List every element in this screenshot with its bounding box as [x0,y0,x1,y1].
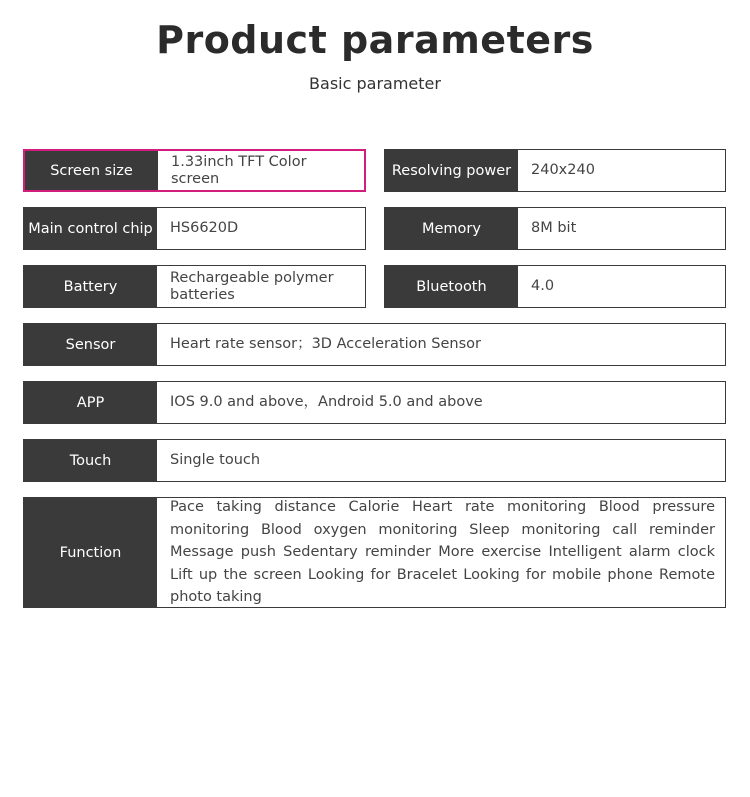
page-title: Product parameters [156,18,594,62]
param-app [23,381,726,424]
param-function [23,497,726,608]
param-bluetooth [384,265,726,308]
param-label: Sensor [24,324,157,365]
param-label: Main control chip [24,208,157,249]
param-label: Function [24,498,157,607]
param-label: Memory [385,208,518,249]
param-value: 1.33inch TFT Color screen [171,153,307,187]
param-label: Battery [24,266,157,307]
param-value: 4.0 [531,278,555,294]
param-sensor [23,323,726,366]
param-value: 8M bit [531,220,577,236]
page-subtitle: Basic parameter [309,74,441,93]
param-value: Rechargeable polymer batteries [170,269,334,303]
param-label: Bluetooth [385,266,518,307]
param-label: Touch [24,440,157,481]
param-resolving-power [384,149,726,192]
param-battery [23,265,366,308]
param-screen-size[interactable] [23,149,366,192]
param-main-control-chip [23,207,366,250]
param-value: Heart rate sensor；3D Acceleration Sensor [170,336,481,352]
param-value: 240x240 [531,162,595,178]
param-label: Screen size [25,151,158,190]
param-value: HS6620D [170,220,239,236]
param-value: Single touch [170,452,261,468]
param-label: Resolving power [385,150,518,191]
param-memory [384,207,726,250]
param-value: IOS 9.0 and above，Android 5.0 and above [170,394,483,410]
param-touch [23,439,726,482]
param-label: APP [24,382,157,423]
param-value: Pace taking distance Calorie Heart rate monitoring Blood pressure monitoring Blood oxygen monitoring Sleep monitoring call reminder Message push Sedentary reminder More exercise Intelligent alarm clock Lift up the screen Looking for Bracelet Looking for mobile phone Remote photo taking [170,499,715,606]
